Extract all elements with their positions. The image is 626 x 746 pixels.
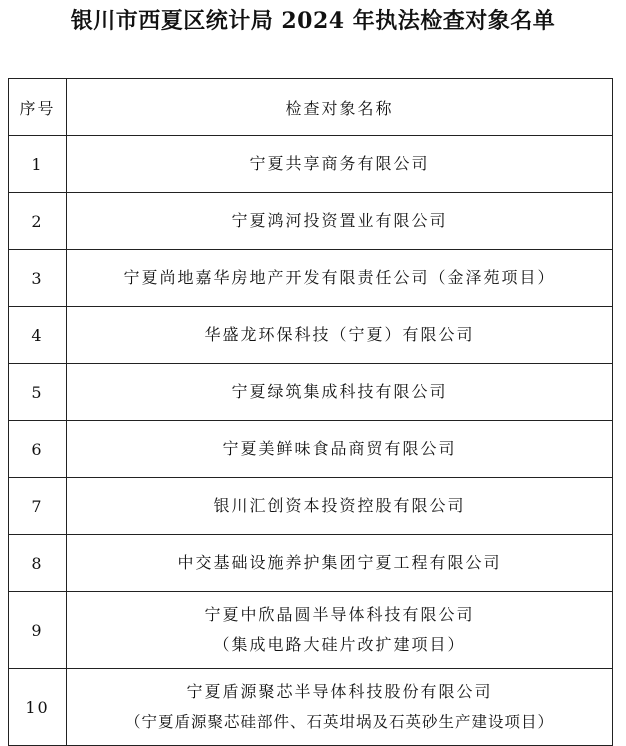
name-line: 宁夏共享商务有限公司 [249, 154, 430, 173]
row-name [67, 592, 613, 669]
table-row [9, 136, 613, 193]
table-row [9, 592, 613, 669]
header-name: 检查对象名称 [67, 79, 613, 136]
name-line: 宁夏绿筑集成科技有限公司 [231, 382, 448, 401]
name-line: 宁夏鸿河投资置业有限公司 [231, 211, 448, 230]
table-row [9, 478, 613, 535]
table-row [9, 193, 613, 250]
row-index: 1 [9, 136, 67, 193]
table-row [9, 250, 613, 307]
name-line: 宁夏中欣晶圆半导体科技有限公司 [204, 605, 475, 624]
row-index: 5 [9, 364, 67, 421]
name-line: 宁夏美鲜味食品商贸有限公司 [222, 439, 457, 458]
project-line: （集成电路大硅片改扩建项目） [213, 635, 466, 654]
row-name [67, 669, 613, 746]
name-line: 宁夏尚地嘉华房地产开发有限责任公司（金泽苑项目） [123, 268, 556, 287]
row-index: 8 [9, 535, 67, 592]
row-index: 2 [9, 193, 67, 250]
inspection-table [8, 78, 613, 746]
row-index: 9 [9, 592, 67, 669]
row-index: 6 [9, 421, 67, 478]
table-row [9, 535, 613, 592]
row-index: 7 [9, 478, 67, 535]
table-row [9, 669, 613, 746]
table-header-row [9, 79, 613, 136]
row-index: 10 [9, 669, 67, 746]
row-index: 4 [9, 307, 67, 364]
row-name [67, 478, 613, 535]
table-row [9, 364, 613, 421]
row-name [67, 307, 613, 364]
page-title: 银川市西夏区统计局 2024 年执法检查对象名单 [70, 8, 556, 34]
row-name [67, 364, 613, 421]
name-line: 华盛龙环保科技（宁夏）有限公司 [204, 325, 475, 344]
table-row [9, 307, 613, 364]
table-row [9, 421, 613, 478]
project-line: （宁夏盾源聚芯硅部件、石英坩埚及石英砂生产建设项目） [124, 713, 554, 731]
row-name [67, 136, 613, 193]
name-line: 银川汇创资本投资控股有限公司 [213, 496, 466, 515]
row-name [67, 250, 613, 307]
row-index: 3 [9, 250, 67, 307]
name-line: 中交基础设施养护集团宁夏工程有限公司 [177, 553, 502, 572]
row-name [67, 193, 613, 250]
row-name [67, 421, 613, 478]
row-name [67, 535, 613, 592]
name-line: 宁夏盾源聚芯半导体科技股份有限公司 [186, 682, 493, 701]
header-index: 序号 [9, 79, 67, 136]
